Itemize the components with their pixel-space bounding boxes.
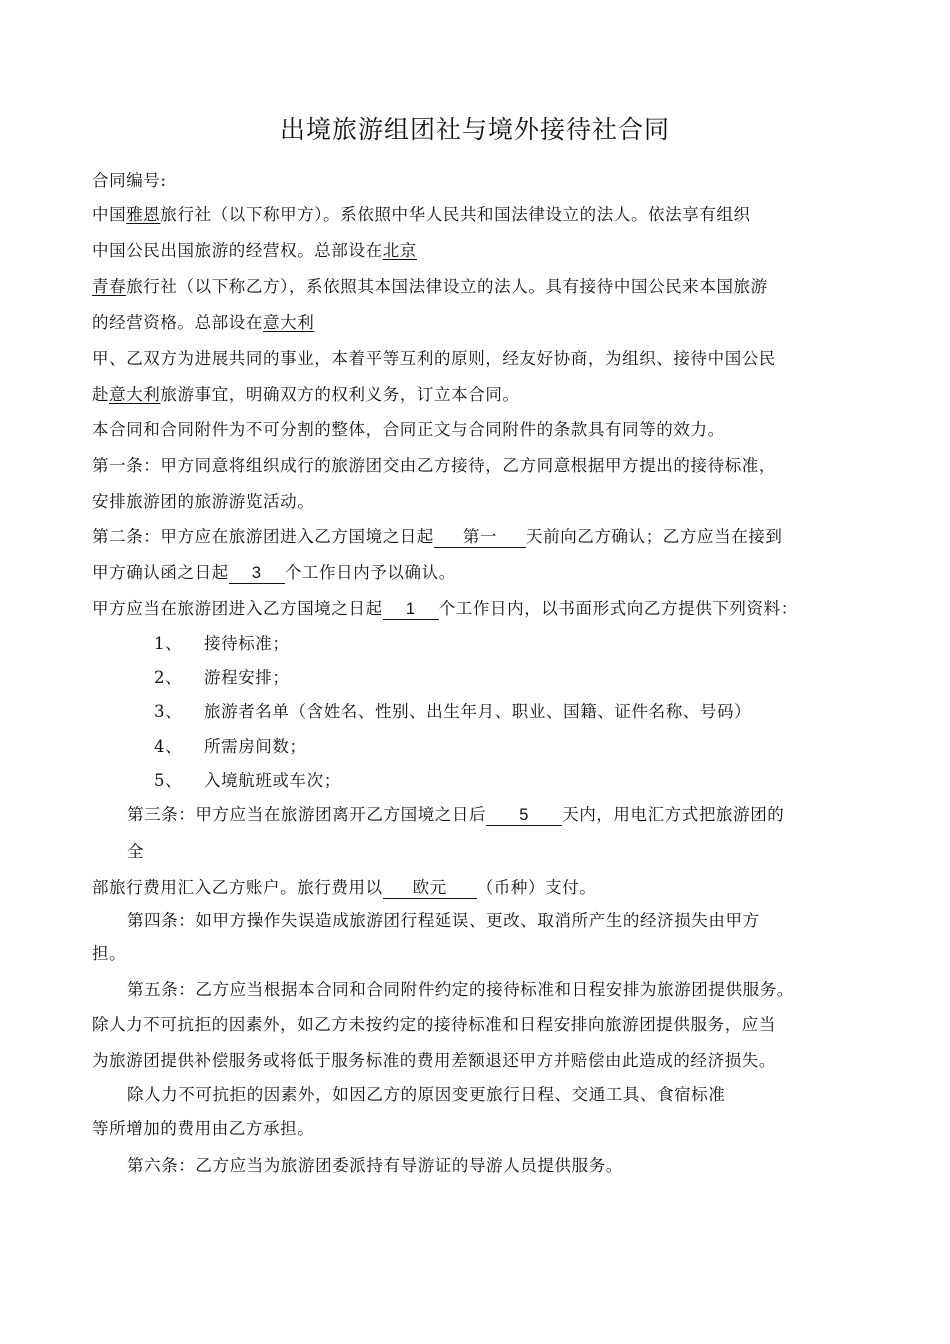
list-item-number: 5、 (154, 771, 183, 790)
party-b-hq: 意大利 (263, 313, 315, 332)
article-3-line-3 (92, 874, 596, 899)
list-item (154, 698, 751, 722)
article-3-line-2: 全 (127, 842, 145, 861)
list-item (154, 630, 290, 654)
list-item-text: 接待标准； (204, 634, 290, 653)
article-4-line-1: 第四条：如甲方操作失误造成旅游团行程延误、更改、取消所产生的经济损失由甲方 (127, 911, 760, 930)
list-item-text: 旅游者名单（含姓名、性别、出生年月、职业、国籍、证件名称、号码） (204, 702, 752, 721)
article-5-line-5: 等所增加的费用由乙方承担。 (92, 1119, 315, 1138)
article-3-text-c: 部旅行费用汇入乙方账户。旅行费用以 (92, 878, 383, 897)
party-b-name: 青春 (92, 277, 127, 296)
destination: 意大利 (109, 385, 161, 404)
article-3-text-d: （币种）支付。 (476, 878, 597, 897)
confirm-days-field: 3 (229, 563, 285, 584)
list-item-text: 游程安排； (204, 668, 290, 687)
list-item-number: 1、 (154, 634, 183, 653)
integral-clause: 本合同和合同附件为不可分割的整体，合同正文与合同附件的条款具有同等的效力。 (92, 420, 725, 439)
party-a-hq: 北京 (382, 241, 417, 260)
days-before-field: 第一 (434, 527, 526, 548)
article-5-line-4: 除人力不可抗拒的因素外，如因乙方的原因变更旅行日程、交通工具、食宿标准 (127, 1085, 726, 1104)
article-3-line-1 (127, 801, 784, 826)
party-b-line-2 (92, 309, 314, 333)
article-5-line-2: 除人力不可抗拒的因素外，如乙方未按约定的接待标准和日程安排向旅游团提供服务，应当 (92, 1015, 776, 1034)
article-2-text-b: 天前向乙方确认；乙方应当在接到 (526, 527, 783, 546)
list-item-text: 入境航班或车次； (204, 771, 341, 790)
article-1-line-1: 第一条：甲方同意将组织成行的旅游团交由乙方接待，乙方同意根据甲方提出的接待标准， (92, 456, 776, 475)
contract-number-label: 合同编号: (92, 171, 167, 190)
article-5-line-1: 第五条：乙方应当根据本合同和合同附件约定的接待标准和日程安排为旅游团提供服务。 (127, 980, 794, 999)
list-item-number: 3、 (154, 702, 183, 721)
list-item-text: 所需房间数； (204, 737, 307, 756)
party-a-name: 雅恩 (126, 205, 161, 224)
article-2-text-d: 个工作日内予以确认。 (284, 563, 456, 582)
party-a-text: 旅行社（以下称甲方）。系依照中华人民共和国法律设立的法人。依法享有组织 (160, 205, 751, 224)
intro-line-2 (92, 381, 520, 405)
list-item (154, 664, 290, 688)
list-item-number: 2、 (154, 668, 183, 687)
article-2-text-e: 甲方应当在旅游团进入乙方国境之日起 (92, 599, 383, 618)
article-1-line-2: 安排旅游团的旅游游览活动。 (92, 492, 315, 511)
party-a-line-2 (92, 237, 417, 261)
article-2-line-3 (92, 595, 798, 620)
docs-days-field: 1 (383, 599, 439, 620)
party-a-line-1 (92, 201, 751, 225)
party-b-line-1 (92, 273, 768, 297)
article-6: 第六条：乙方应当为旅游团委派持有导游证的导游人员提供服务。 (127, 1156, 623, 1175)
page-title: 出境旅游组团社与境外接待社合同 (279, 115, 670, 144)
article-2-text-f: 个工作日内，以书面形式向乙方提供下列资料： (438, 599, 798, 618)
article-4-line-2: 担。 (92, 944, 127, 963)
article-2-text-c: 甲方确认函之日起 (92, 563, 229, 582)
remit-days-field: 5 (486, 805, 562, 826)
list-item-number: 4、 (154, 737, 183, 756)
article-2-text: 第二条：甲方应在旅游团进入乙方国境之日起 (92, 527, 434, 546)
intro-suffix: 旅游事宜，明确双方的权利义务，订立本合同。 (160, 385, 520, 404)
party-b-text-2: 的经营资格。总部设在 (92, 313, 263, 332)
list-item (154, 733, 307, 757)
party-a-prefix: 中国 (92, 205, 127, 224)
list-item (154, 767, 341, 791)
party-b-text: 旅行社（以下称乙方），系依照其本国法律设立的法人。具有接待中国公民来本国旅游 (126, 277, 768, 296)
currency-field: 欧元 (383, 878, 477, 899)
intro-prefix: 赴 (92, 385, 110, 404)
article-5-line-3: 为旅游团提供补偿服务或将低于服务标准的费用差额退还甲方并赔偿由此造成的经济损失。 (92, 1051, 776, 1070)
article-3-text: 第三条：甲方应当在旅游团离开乙方国境之日后 (127, 805, 487, 824)
article-2-line-2 (92, 559, 456, 584)
article-2-line-1 (92, 523, 783, 548)
article-3-text-b: 天内，用电汇方式把旅游团的 (562, 805, 785, 824)
intro-line-1: 甲、乙双方为进展共同的事业，本着平等互利的原则，经友好协商，为组织、接待中国公民 (92, 349, 776, 368)
party-a-text-2: 中国公民出国旅游的经营权。总部设在 (92, 241, 383, 260)
